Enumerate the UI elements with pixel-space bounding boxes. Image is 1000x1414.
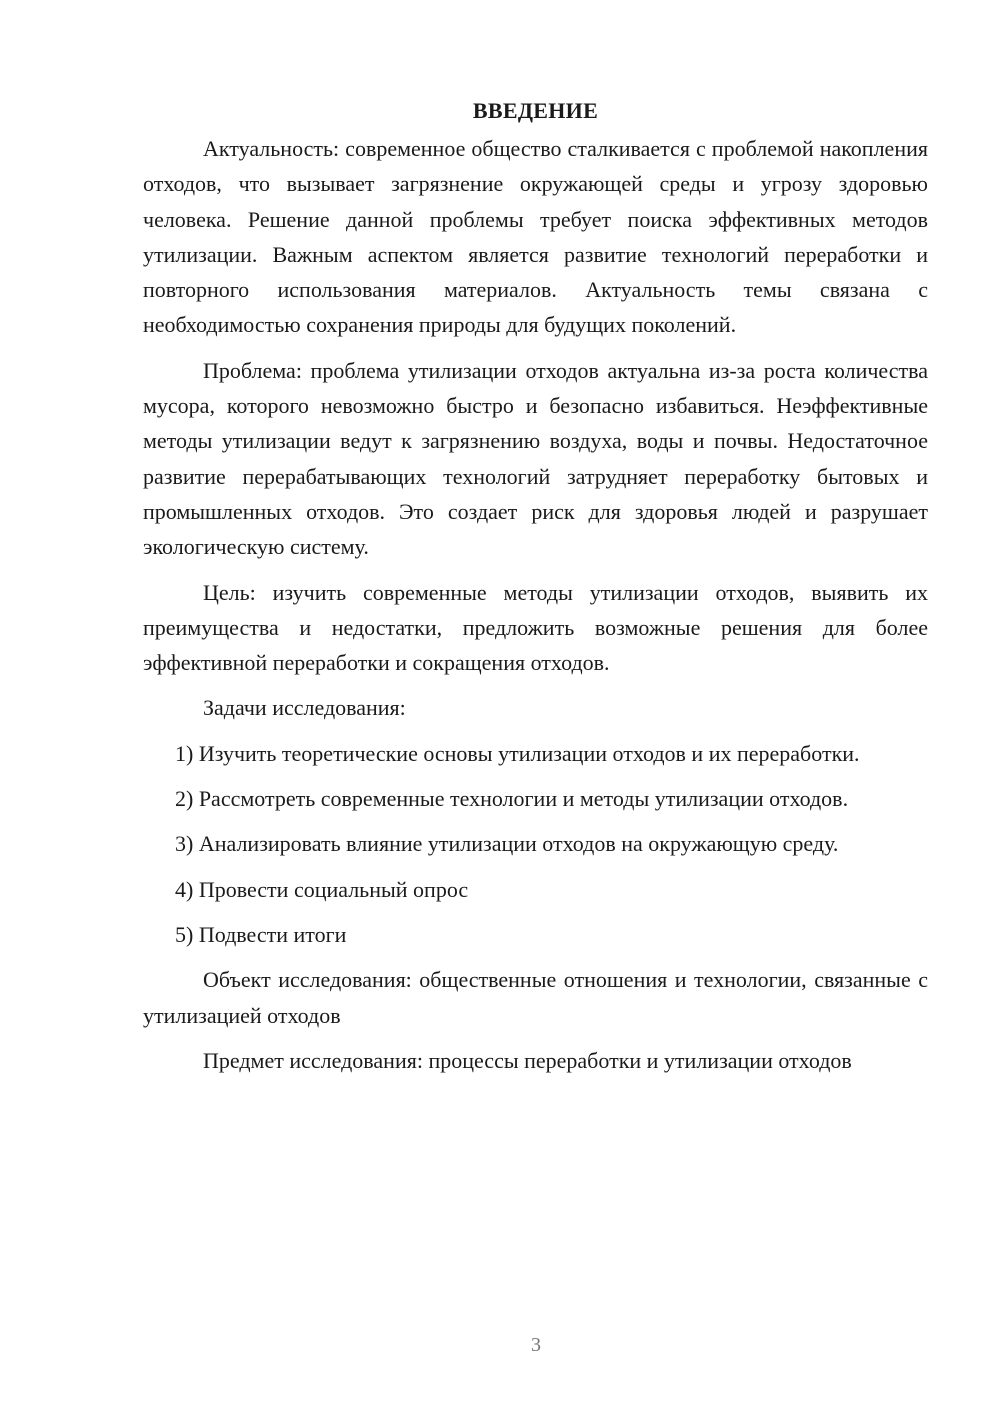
relevance-paragraph: Актуальность: современное общество сталкивается с проблемой накопления отходов, что вызывает загрязнение окружающей среды и угрозу здоровью человека. Решение данной проблемы требует поиска эффективных методов утилизации. Важным аспектом является развитие технологий переработки и повторного использования материалов. Актуальность темы связана с необходимостью сохранения природы для будущих поколений. [143,136,928,338]
task-item: 5) Подвести итоги [175,921,347,947]
problem-paragraph: Проблема: проблема утилизации отходов актуальна из-за роста количества мусора, которого невозможно быстро и безопасно избавиться. Неэффективные методы утилизации ведут к загрязнению воздуха, воды и почвы. Недостаточное развитие перерабатывающих технологий затрудняет переработку бытовых и промышленных отходов. Это создает риск для здоровья людей и разрушает экологическую систему. [143,357,928,560]
object-paragraph: Объект исследования: общественные отношения и технологии, связанные с утилизацией отходов [143,967,928,1028]
task-item: 2) Рассмотреть современные технологии и методы утилизации отходов. [175,786,849,812]
task-item: 3) Анализировать влияние утилизации отходов на окружающую среду. [175,831,839,857]
task-item: 1) Изучить теоретические основы утилизации отходов и их переработки. [175,740,860,766]
document-page [143,96,928,1088]
goal-paragraph: Цель: изучить современные методы утилизации отходов, выявить их преимущества и недостатки, предложить возможные решения для более эффективной переработки и сокращения отходов. [143,579,928,676]
page-number: 3 [531,1334,541,1356]
task-item: 4) Провести социальный опрос [175,876,469,902]
tasks-label: Задачи исследования: [203,695,406,721]
section-heading: ВВЕДЕНИЕ [472,98,599,123]
subject-paragraph: Предмет исследования: процессы переработки и утилизации отходов [203,1047,852,1073]
